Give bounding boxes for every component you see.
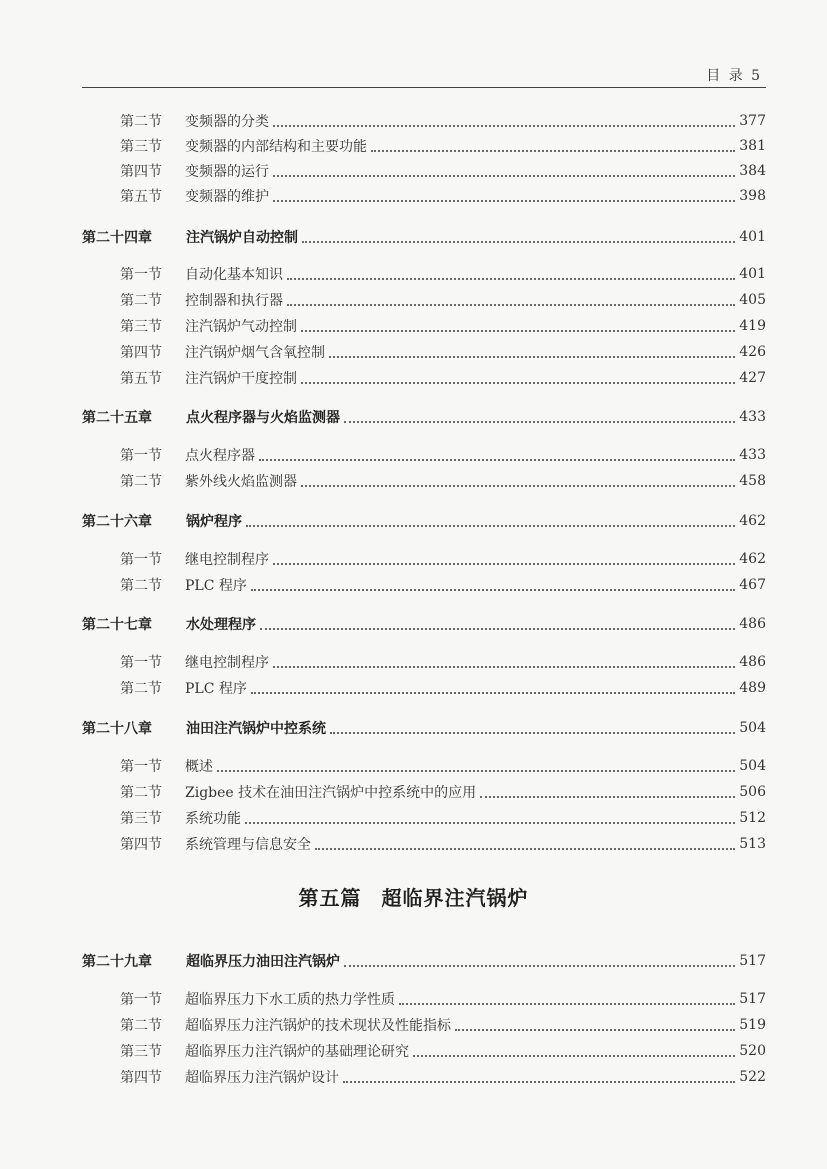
toc-entry-title: 点火程序器 <box>185 448 255 464</box>
toc-section-row <box>120 548 766 570</box>
toc-entry-page: 520 <box>739 1043 766 1059</box>
toc-entry-title: 超临界压力油田注汽锅炉 <box>186 954 340 970</box>
toc-entry-page: 384 <box>739 163 766 179</box>
dot-leader <box>259 458 735 461</box>
dot-leader <box>245 821 735 824</box>
dot-leader <box>301 484 735 487</box>
toc-section-row <box>120 135 766 157</box>
toc-entry-label: 第二节 <box>120 474 162 490</box>
toc-entry-label: 第二节 <box>120 1018 162 1034</box>
toc-section-row <box>120 315 766 337</box>
toc-entry-title: 注汽锅炉干度控制 <box>185 371 297 387</box>
toc-entry-title: 变频器的运行 <box>185 164 269 180</box>
toc-entry-page: 377 <box>739 113 766 129</box>
toc-entry-label: 第三节 <box>120 811 162 827</box>
toc-section-row <box>120 367 766 389</box>
dot-leader <box>273 562 735 565</box>
dot-leader <box>260 627 735 630</box>
toc-entry-title: 注汽锅炉自动控制 <box>186 230 298 246</box>
toc-entry-page: 513 <box>739 836 766 852</box>
dot-leader <box>217 769 735 772</box>
part-label: 第五篇 <box>298 886 362 910</box>
toc-entry-page: 458 <box>739 473 766 489</box>
dot-leader <box>315 847 735 850</box>
toc-entry-label: 第四节 <box>120 345 162 361</box>
toc-section-row <box>120 574 766 596</box>
toc-entry-page: 462 <box>739 513 766 529</box>
toc-chapter-row <box>82 717 766 739</box>
toc-entry-page: 489 <box>739 680 766 696</box>
toc-entry-title: 继电控制程序 <box>185 552 269 568</box>
toc-entry-label: 第二十六章 <box>82 514 152 530</box>
toc-entry-title: 水处理程序 <box>186 617 256 633</box>
toc-entry-title: 变频器的分类 <box>185 114 269 130</box>
toc-entry-page: 504 <box>739 758 766 774</box>
toc-entry-page: 517 <box>739 991 766 1007</box>
toc-section-row <box>120 781 766 803</box>
toc-entry-page: 401 <box>739 229 766 245</box>
toc-entry-page: 486 <box>739 616 766 632</box>
dot-leader <box>287 277 735 280</box>
dot-leader <box>287 303 735 306</box>
dot-leader <box>273 124 735 127</box>
toc-entry-label: 第四节 <box>120 164 162 180</box>
toc-entry-label: 第二节 <box>120 578 162 594</box>
dot-leader <box>455 1028 735 1031</box>
toc-section-row <box>120 833 766 855</box>
toc-entry-label: 第二节 <box>120 681 162 697</box>
toc-entry-label: 第二节 <box>120 785 162 801</box>
dot-leader <box>273 199 735 202</box>
toc-chapter-row <box>82 226 766 248</box>
toc-section-row <box>120 263 766 285</box>
toc-entry-page: 398 <box>739 188 766 204</box>
toc-entry-page: 426 <box>739 344 766 360</box>
toc-section-row <box>120 1066 766 1088</box>
toc-section-row <box>120 807 766 829</box>
toc-entry-page: 504 <box>739 720 766 736</box>
dot-leader <box>413 1054 735 1057</box>
toc-entry-page: 462 <box>739 551 766 567</box>
toc-entry-page: 401 <box>739 266 766 282</box>
toc-entry-title: 锅炉程序 <box>186 514 242 530</box>
toc-entry-label: 第五节 <box>120 189 162 205</box>
toc-entry-page: 512 <box>739 810 766 826</box>
toc-entry-page: 517 <box>739 953 766 969</box>
toc-section-row <box>120 110 766 132</box>
toc-entry-title: 油田注汽锅炉中控系统 <box>186 721 326 737</box>
page-header <box>82 63 766 88</box>
toc-entry-label: 第三节 <box>120 139 162 155</box>
toc-chapter-row <box>82 406 766 428</box>
toc-section-row <box>120 160 766 182</box>
toc-section-row <box>120 341 766 363</box>
dot-leader <box>301 381 735 384</box>
toc-entry-page: 467 <box>739 577 766 593</box>
toc-entry-label: 第五节 <box>120 371 162 387</box>
toc-section-row <box>120 289 766 311</box>
toc-entry-page: 427 <box>739 370 766 386</box>
toc-entry-page: 405 <box>739 292 766 308</box>
dot-leader <box>343 1080 735 1083</box>
dot-leader <box>251 588 735 591</box>
toc-section-row <box>120 651 766 673</box>
toc-entry-label: 第二十七章 <box>82 617 152 633</box>
dot-leader <box>399 1002 735 1005</box>
toc-entry-label: 第三节 <box>120 1044 162 1060</box>
dot-leader <box>344 420 735 423</box>
toc-section-row <box>120 185 766 207</box>
dot-leader <box>273 665 735 668</box>
toc-entry-label: 第一节 <box>120 448 162 464</box>
toc-entry-label: 第四节 <box>120 837 162 853</box>
toc-entry-label: 第三节 <box>120 319 162 335</box>
toc-entry-page: 486 <box>739 654 766 670</box>
toc-section-row <box>120 988 766 1010</box>
toc-entry-title: 系统管理与信息安全 <box>185 837 311 853</box>
toc-chapter-row <box>82 950 766 972</box>
toc-entry-title: 继电控制程序 <box>185 655 269 671</box>
toc-entry-label: 第一节 <box>120 655 162 671</box>
toc-entry-page: 522 <box>739 1069 766 1085</box>
toc-chapter-row <box>82 613 766 635</box>
toc-entry-label: 第一节 <box>120 759 162 775</box>
toc-entry-title: 注汽锅炉气动控制 <box>185 319 297 335</box>
toc-entry-label: 第一节 <box>120 552 162 568</box>
toc-section-row <box>120 444 766 466</box>
toc-entry-page: 519 <box>739 1017 766 1033</box>
toc-entry-label: 第二十四章 <box>82 230 152 246</box>
toc-entry-title: 超临界压力注汽锅炉的基础理论研究 <box>185 1044 409 1060</box>
toc-entry-label: 第二十九章 <box>82 954 152 970</box>
dot-leader <box>344 964 735 967</box>
header-text: 目 录 5 <box>706 68 762 84</box>
toc-entry-page: 419 <box>739 318 766 334</box>
toc-entry-title: 超临界压力下水工质的热力学性质 <box>185 992 395 1008</box>
toc-section-row <box>120 1014 766 1036</box>
toc-section-row <box>120 1040 766 1062</box>
toc-entry-title: 自动化基本知识 <box>185 267 283 283</box>
dot-leader <box>246 524 735 527</box>
toc-entry-label: 第四节 <box>120 1070 162 1086</box>
part-title <box>0 882 827 911</box>
toc-entry-title: 点火程序器与火焰监测器 <box>186 410 340 426</box>
toc-entry-page: 506 <box>739 784 766 800</box>
toc-entry-label: 第一节 <box>120 267 162 283</box>
toc-entry-title: 超临界压力注汽锅炉设计 <box>185 1070 339 1086</box>
dot-leader <box>302 240 735 243</box>
toc-entry-title: 控制器和执行器 <box>185 293 283 309</box>
dot-leader <box>273 174 735 177</box>
dot-leader <box>330 731 735 734</box>
toc-entry-label: 第一节 <box>120 992 162 1008</box>
toc-section-row <box>120 677 766 699</box>
dot-leader <box>371 149 735 152</box>
toc-section-row <box>120 470 766 492</box>
toc-entry-title: PLC 程序 <box>185 681 247 697</box>
toc-entry-title: 概述 <box>185 759 213 775</box>
toc-entry-title: 变频器的维护 <box>185 189 269 205</box>
toc-entry-label: 第二节 <box>120 114 162 130</box>
toc-entry-title: 注汽锅炉烟气含氧控制 <box>185 345 325 361</box>
dot-leader <box>329 355 735 358</box>
part-name: 超临界注汽锅炉 <box>381 886 529 910</box>
dot-leader <box>480 795 735 798</box>
dot-leader <box>251 691 735 694</box>
toc-entry-page: 433 <box>739 409 766 425</box>
toc-entry-title: 紫外线火焰监测器 <box>185 474 297 490</box>
toc-entry-title: 系统功能 <box>185 811 241 827</box>
toc-entry-page: 433 <box>739 447 766 463</box>
toc-entry-title: PLC 程序 <box>185 578 247 594</box>
toc-entry-title: 变频器的内部结构和主要功能 <box>185 139 367 155</box>
toc-entry-title: Zigbee 技术在油田注汽锅炉中控系统中的应用 <box>185 785 477 801</box>
toc-entry-label: 第二节 <box>120 293 162 309</box>
dot-leader <box>301 329 735 332</box>
toc-chapter-row <box>82 510 766 532</box>
toc-section-row <box>120 755 766 777</box>
toc-entry-title: 超临界压力注汽锅炉的技术现状及性能指标 <box>185 1018 451 1034</box>
toc-entry-page: 381 <box>739 138 766 154</box>
toc-entry-label: 第二十五章 <box>82 410 152 426</box>
toc-entry-label: 第二十八章 <box>82 721 152 737</box>
